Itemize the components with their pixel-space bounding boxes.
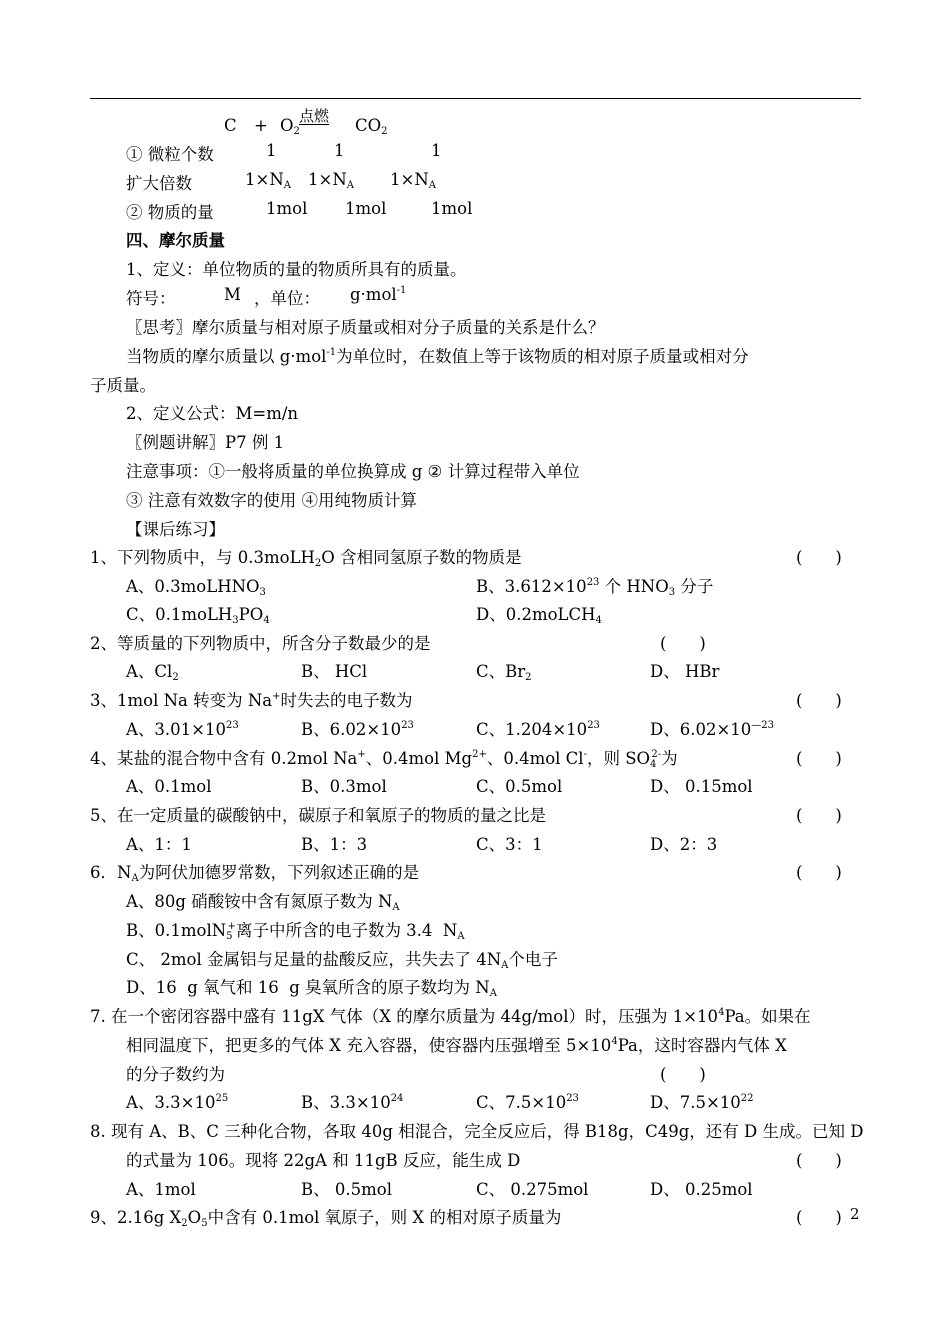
definition: 1、定义：单位物质的量的物质所具有的质量。 (126, 260, 467, 279)
q8-line-1: 8. 现有 A、B、C 三种化合物，各取 40g 相混合，完全反应后，得 B18g，C49g，还有 D 生成。已知 D (90, 1122, 864, 1141)
formula: 2、定义公式：M=m/n (126, 404, 299, 423)
header-rule (90, 98, 861, 99)
q4-option-b: B、0.3mol (301, 777, 387, 796)
q8-option-d: D、 0.25mol (650, 1180, 753, 1199)
q9-stem: 9、2.16g X2O5中含有 0.1mol 氧原子，则 X 的相对原子质量为 (90, 1208, 562, 1229)
q1-option-b: B、$3.612\times 10^{23}$ 个 HNO3 分子 (476, 577, 714, 598)
row-label-particles: ① 微粒个数 (126, 145, 214, 164)
note-line-1: 注意事项：①一般将质量的单位换算成 g ② 计算过程带入单位 (126, 462, 580, 481)
answer-paren: ( ) (796, 806, 842, 825)
eq-carbon: C (224, 116, 237, 135)
row-value: 1 (431, 141, 442, 160)
q2-option-a: A、Cl2 (126, 662, 179, 683)
q4-option-d: D、 0.15mol (650, 777, 753, 796)
q5-stem: 5、在一定质量的碳酸钠中，碳原子和氧原子的物质的量之比是 (90, 806, 546, 825)
q3-option-c: C、$1.204\times 10^{23}$ (476, 720, 600, 739)
row-value: 1×NA (245, 170, 291, 191)
section-heading: 四、摩尔质量 (126, 231, 225, 250)
row-value: 1 (334, 141, 345, 160)
q1-option-a: A、0.3moLHNO3 (126, 577, 266, 598)
q7-option-c: C、$7.5\times 10^{23}$ (476, 1093, 579, 1112)
answer-paren: ( ) (660, 634, 706, 653)
q7-option-b: B、$3.3\times 10^{24}$ (301, 1093, 404, 1112)
q5-option-a: A、1：1 (126, 835, 192, 854)
q2-option-c: C、Br2 (476, 662, 532, 683)
answer-paren: ( ) (796, 691, 842, 710)
q5-option-b: B、1：3 (301, 835, 368, 854)
eq-oxygen: O2 (280, 116, 300, 137)
q8-option-c: C、 0.275mol (476, 1180, 589, 1199)
q7-line-2: 相同温度下，把更多的气体 X 充入容器，使容器内压强增至 $5\times 10^4Pa$，这时容器内气体 X (126, 1036, 787, 1055)
answer-paren: ( ) (796, 548, 842, 567)
unit-value: g·mol$^{-1}$ (350, 285, 407, 304)
q5-option-d: D、2：3 (650, 835, 718, 854)
note-line-2: ③ 注意有效数字的使用 ④用纯物质计算 (126, 491, 417, 510)
think-prompt: 〖思考〗摩尔质量与相对原子质量或相对分子质量的关系是什么？ (126, 318, 605, 337)
example-ref: 〖例题讲解〗P7 例 1 (126, 433, 285, 452)
q7-option-d: D、$7.5\times 10^{22}$ (650, 1093, 754, 1112)
row-value: 1mol (266, 199, 308, 218)
answer-paren: ( ) (796, 863, 842, 882)
row-value: 1×NA (390, 170, 436, 191)
q8-option-a: A、1mol (126, 1180, 196, 1199)
q2-option-b: B、 HCl (301, 662, 368, 681)
symbol-value: M (224, 285, 241, 304)
q1-option-c: C、0.1moLH3PO4 (126, 605, 270, 626)
row-value: 1 (266, 141, 277, 160)
row-label-amount: ② 物质的量 (126, 203, 214, 222)
q6-stem: 6．NA为阿伏加德罗常数，下列叙述正确的是 (90, 863, 420, 884)
answer-paren: ( ) (796, 749, 842, 768)
q3-option-b: B、$6.02\times 10^{23}$ (301, 720, 414, 739)
q3-stem: 3、1mol Na 转变为 Na+时失去的电子数为 (90, 691, 413, 710)
row-value: 1×NA (308, 170, 354, 191)
q8-option-b: B、 0.5mol (301, 1180, 392, 1199)
answer-line-1: 当物质的摩尔质量以 g·mol$^{-1}$为单位时，在数值上等于该物质的相对原子质量或相对分 (126, 347, 749, 366)
q1-option-d: D、0.2moLCH4 (476, 605, 602, 626)
eq-condition-arrow: 点燃 (299, 107, 330, 125)
q4-option-c: C、0.5mol (476, 777, 563, 796)
q2-stem: 2、等质量的下列物质中，所含分子数最少的是 (90, 634, 431, 653)
q7-option-a: A、$3.3\times 10^{25}$ (126, 1093, 229, 1112)
q7-line-3: 的分子数约为 (126, 1065, 225, 1084)
q6-option-d: D、16 g 氧气和 16 g 臭氧所含的原子数均为 NA (126, 978, 497, 999)
answer-line-2: 子质量。 (90, 376, 156, 395)
page-number: 2 (850, 1205, 860, 1223)
row-value: 1mol (431, 199, 473, 218)
q8-line-2: 的式量为 106。现将 22gA 和 11gB 反应，能生成 D (126, 1151, 521, 1170)
row-value: 1mol (345, 199, 387, 218)
row-label-multiply: 扩大倍数 (126, 174, 192, 193)
q1-stem: 1、下列物质中，与 0.3moLH2O 含相同氢原子数的物质是 (90, 548, 522, 569)
q6-option-c: C、 2mol 金属铝与足量的盐酸反应，共失去了 4NA个电子 (126, 950, 558, 971)
symbol-label: 符号： (126, 289, 176, 308)
q2-option-d: D、 HBr (650, 662, 720, 681)
answer-paren: ( ) (796, 1208, 842, 1227)
q4-stem: 4、某盐的混合物中含有 0.2mol Na+、0.4mol $Mg^{2+}$、0.4mol Cl-，则 $SO4^{2-}$为 (90, 749, 678, 770)
q6-option-a: A、80g 硝酸铵中含有氮原子数为 NA (126, 892, 400, 913)
answer-paren: ( ) (660, 1065, 706, 1084)
q6-option-b: B、0.1molN5+离子中所含的电子数为 3.4 NA (126, 921, 465, 942)
q5-option-c: C、3：1 (476, 835, 543, 854)
unit-label: ，单位： (254, 289, 320, 308)
eq-plus: + (254, 116, 268, 135)
q3-option-d: D、$6.02\times 10^{—23}$ (650, 720, 775, 739)
q3-option-a: A、$3.01\times 10^{23}$ (126, 720, 239, 739)
q7-line-1: 7. 在一个密闭容器中盛有 11gX 气体（X 的摩尔质量为 44g/mol）时，压强为 $1\times 10^4Pa$。如果在 (90, 1007, 811, 1026)
answer-paren: ( ) (796, 1151, 842, 1170)
q4-option-a: A、0.1mol (126, 777, 212, 796)
eq-co2: CO2 (355, 116, 388, 137)
practice-heading: 【课后练习】 (126, 520, 225, 539)
